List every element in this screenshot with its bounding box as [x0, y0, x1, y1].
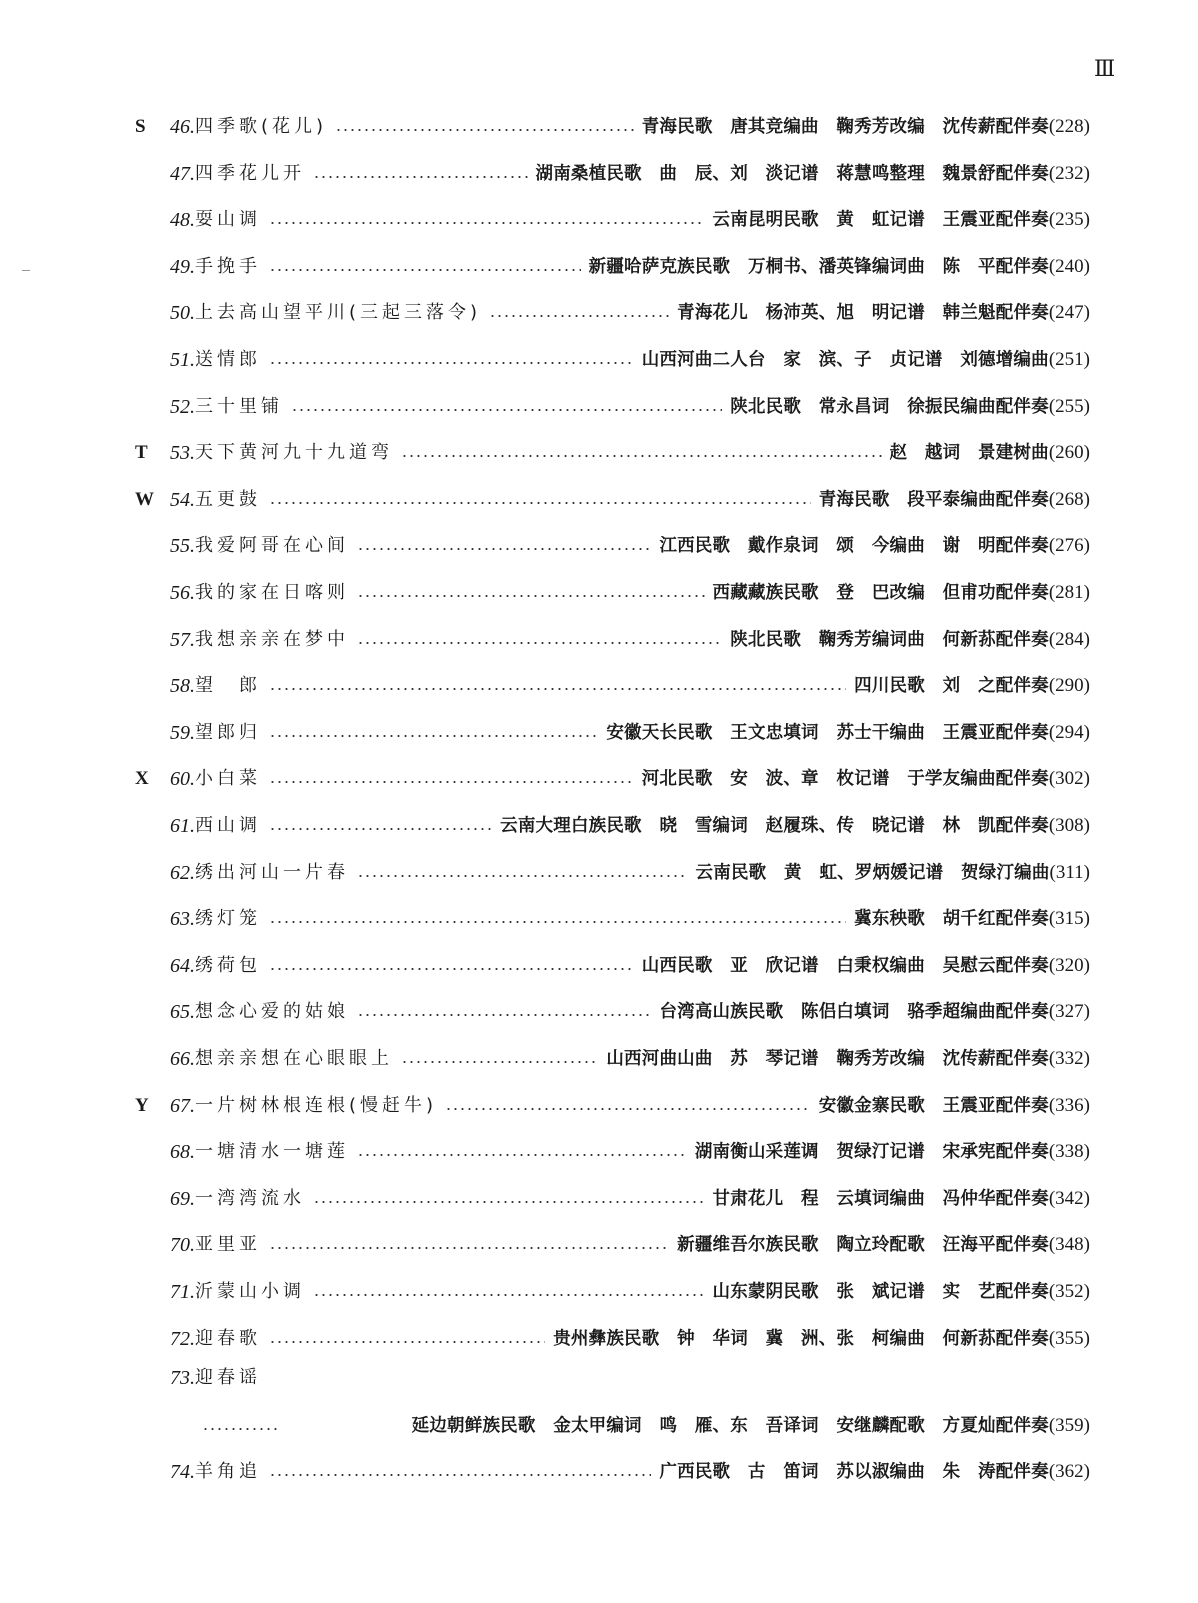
toc-entry-73[interactable]	[170, 1363, 1090, 1393]
toc-entry[interactable]	[170, 1324, 1090, 1354]
entry-page: (228)	[1048, 116, 1090, 137]
entry-credits: 云南昆明民歌 黄 虹记谱 王震亚配伴奏	[712, 210, 1049, 230]
entry-page: (247)	[1048, 302, 1090, 323]
entry-credits: 山西河曲二人台 家 滨、子 贞记谱 刘德增编曲	[641, 350, 1049, 370]
toc-entry[interactable]	[170, 159, 1090, 189]
dot-leader	[357, 1013, 651, 1017]
dot-leader	[313, 175, 528, 179]
entry-page: (302)	[1048, 768, 1090, 789]
entry-credits: 甘肃花儿 程 云填词编曲 冯仲华配伴奏	[712, 1189, 1049, 1209]
entry-page: (320)	[1048, 955, 1090, 976]
entry-title: 一塘清水一塘莲	[195, 1141, 349, 1162]
dot-leader	[401, 454, 882, 458]
entry-title: 想念心爱的姑娘	[195, 1001, 349, 1022]
toc-entry[interactable]	[170, 1277, 1090, 1307]
entry-credits: 青海民歌 段平泰编曲配伴奏	[818, 490, 1049, 510]
index-letter: S	[135, 116, 146, 137]
entry-number: 53.	[170, 442, 195, 464]
entry-title: 上去高山望平川(三起三落令)	[195, 302, 482, 323]
entry-credits: 云南大理白族民歌 晓 雪编词 赵履珠、传 晓记谱 林 凯配伴奏	[500, 816, 1049, 836]
dot-leader	[313, 1293, 705, 1297]
entry-title: 我的家在日喀则	[195, 582, 349, 603]
entry-title: 羊角追	[195, 1461, 261, 1482]
entry-page: (332)	[1048, 1048, 1090, 1069]
toc-entry[interactable]	[135, 112, 1090, 142]
index-letter: W	[135, 489, 154, 510]
entry-page: (348)	[1048, 1234, 1090, 1255]
entry-page: (359)	[1048, 1415, 1090, 1436]
entry-number: 63.	[170, 908, 195, 930]
toc-entry-73-credits	[170, 1411, 1090, 1441]
entry-number: 68.	[170, 1141, 195, 1163]
entry-number: 65.	[170, 1001, 195, 1023]
entry-credits: 陕北民歌 常永昌词 徐振民编曲配伴奏	[730, 397, 1049, 417]
entry-title: 三十里铺	[195, 396, 283, 417]
toc-entry[interactable]	[170, 1137, 1090, 1167]
entry-title: 沂蒙山小调	[195, 1281, 305, 1302]
dot-leader	[357, 594, 705, 598]
toc-entry[interactable]	[170, 531, 1090, 561]
entry-page: (311)	[1049, 862, 1090, 883]
entry-title: 望 郎	[195, 675, 261, 696]
entry-credits: 安徽金寨民歌 王震亚配伴奏	[818, 1096, 1049, 1116]
entry-page: (232)	[1048, 163, 1090, 184]
entry-page: (281)	[1048, 582, 1090, 603]
toc-entry[interactable]	[170, 252, 1090, 282]
entry-number: 72.	[170, 1328, 195, 1350]
entry-number: 67.	[170, 1095, 195, 1117]
dot-leader	[357, 1153, 687, 1157]
entry-credits: 贵州彝族民歌 钟 华词 冀 洲、张 柯编曲 何新荪配伴奏	[553, 1329, 1049, 1349]
entry-page: (308)	[1048, 815, 1090, 836]
entry-title: 迎春谣	[195, 1367, 261, 1388]
toc-entry-74[interactable]	[170, 1457, 1090, 1487]
entry-number: 70.	[170, 1234, 195, 1256]
entry-page: (290)	[1048, 675, 1090, 696]
entry-credits: 安徽天长民歌 王文忠填词 苏士干编曲 王震亚配伴奏	[606, 723, 1049, 743]
entry-page: (255)	[1048, 396, 1090, 417]
entry-title: 绣灯笼	[195, 908, 261, 929]
entry-number: 50.	[170, 302, 195, 324]
dot-leader	[313, 1200, 705, 1204]
toc-entry[interactable]	[135, 438, 1090, 468]
dot-leader	[269, 920, 846, 924]
dot-leader	[269, 501, 811, 505]
dot-leader	[357, 547, 651, 551]
toc-entry[interactable]	[170, 904, 1090, 934]
toc-entry[interactable]	[170, 205, 1090, 235]
entry-credits: 新疆哈萨克族民歌 万桐书、潘英锋编词曲 陈 平配伴奏	[588, 257, 1049, 277]
entry-number: 74.	[170, 1461, 195, 1483]
index-letter: Y	[135, 1095, 149, 1116]
entry-title: 小白菜	[195, 768, 261, 789]
entry-title: 绣出河山一片春	[195, 862, 349, 883]
entry-credits: 江西民歌 戴作泉词 颂 今编曲 谢 明配伴奏	[659, 536, 1049, 556]
toc-entry[interactable]	[170, 671, 1090, 701]
dot-leader	[357, 874, 688, 878]
entry-credits: 赵 越词 景建树曲	[889, 443, 1049, 463]
entry-number: 46.	[170, 116, 195, 138]
toc-entry[interactable]	[170, 997, 1090, 1027]
toc-entry[interactable]	[135, 485, 1090, 515]
entry-number: 62.	[170, 862, 195, 884]
dot-leader	[269, 967, 634, 971]
toc-entry[interactable]	[170, 811, 1090, 841]
toc-entry[interactable]	[170, 1230, 1090, 1260]
entry-number: 64.	[170, 955, 195, 977]
index-letter: T	[135, 442, 148, 463]
entry-page: (336)	[1048, 1095, 1090, 1116]
entry-page: (315)	[1048, 908, 1090, 929]
entry-title: 我爱阿哥在心间	[195, 535, 349, 556]
dot-leader	[489, 314, 669, 318]
dot-leader	[269, 221, 705, 225]
entry-page: (240)	[1048, 256, 1090, 277]
entry-page: (362)	[1048, 1461, 1090, 1482]
dot-leader	[357, 641, 722, 645]
entry-number: 66.	[170, 1048, 195, 1070]
entry-credits: 广西民歌 古 笛词 苏以淑编曲 朱 涛配伴奏	[659, 1462, 1049, 1482]
entry-credits: 延边朝鲜族民歌 金太甲编词 鸣 雁、东 吾译词 安继麟配歌 方夏灿配伴奏	[411, 1416, 1049, 1436]
dot-leader	[445, 1107, 811, 1111]
entry-page: (276)	[1048, 535, 1090, 556]
margin-mark	[22, 270, 30, 271]
entry-title: 西山调	[195, 815, 261, 836]
entry-number: 61.	[170, 815, 195, 837]
entry-title: 望郎归	[195, 722, 261, 743]
toc-entry[interactable]	[135, 764, 1090, 794]
entry-number: 59.	[170, 722, 195, 744]
entry-page: (342)	[1048, 1188, 1090, 1209]
entry-page: (355)	[1048, 1328, 1090, 1349]
entry-title: 一湾湾流水	[195, 1188, 305, 1209]
entry-page: (327)	[1048, 1001, 1090, 1022]
entry-credits: 山西河曲山曲 苏 琴记谱 鞠秀芳改编 沈传薪配伴奏	[606, 1049, 1049, 1069]
toc-entry[interactable]	[170, 298, 1090, 328]
dot-leader	[269, 268, 581, 272]
dot-leader	[202, 1427, 280, 1431]
dot-leader	[269, 1246, 669, 1250]
dot-leader	[269, 734, 598, 738]
entry-credits: 西藏藏族民歌 登 巴改编 但甫功配伴奏	[712, 583, 1049, 603]
toc-entry[interactable]	[135, 1091, 1090, 1121]
toc-entry[interactable]	[170, 578, 1090, 608]
dot-leader	[401, 1060, 598, 1064]
dot-leader	[335, 128, 634, 132]
entry-title: 手挽手	[195, 256, 261, 277]
toc-entry[interactable]	[170, 858, 1090, 888]
entry-title: 绣荷包	[195, 955, 261, 976]
entry-number: 69.	[170, 1188, 195, 1210]
dot-leader	[269, 1340, 545, 1344]
dot-leader	[269, 361, 634, 365]
entry-title: 四季歌(花儿)	[195, 116, 328, 137]
entry-credits: 四川民歌 刘 之配伴奏	[854, 676, 1049, 696]
entry-credits: 湖南衡山采莲调 贺绿汀记谱 宋承宪配伴奏	[694, 1142, 1049, 1162]
entry-page: (284)	[1048, 629, 1090, 650]
entry-number: 55.	[170, 535, 195, 557]
entry-title: 天下黄河九十九道弯	[195, 442, 393, 463]
dot-leader	[269, 780, 634, 784]
entry-page: (294)	[1048, 722, 1090, 743]
entry-credits: 新疆维吾尔族民歌 陶立玲配歌 汪海平配伴奏	[677, 1235, 1049, 1255]
entry-number: 52.	[170, 396, 195, 418]
entry-title: 想亲亲想在心眼眼上	[195, 1048, 393, 1069]
entry-title: 四季花儿开	[195, 163, 305, 184]
toc-entry[interactable]	[170, 1184, 1090, 1214]
entry-number: 60.	[170, 768, 195, 790]
dot-leader	[269, 827, 492, 831]
entry-title: 迎春歌	[195, 1328, 261, 1349]
page-number: Ⅲ	[1094, 56, 1115, 81]
entry-credits: 山西民歌 亚 欣记谱 白秉权编曲 吴慰云配伴奏	[641, 956, 1049, 976]
entry-title: 五更鼓	[195, 489, 261, 510]
toc-entry[interactable]	[170, 625, 1090, 655]
entry-credits: 云南民歌 黄 虹、罗炳媛记谱 贺绿汀编曲	[695, 863, 1050, 883]
entry-credits: 山东蒙阴民歌 张 斌记谱 实 艺配伴奏	[712, 1282, 1049, 1302]
entry-title: 亚里亚	[195, 1234, 261, 1255]
entry-credits: 湖南桑植民歌 曲 辰、刘 淡记谱 蒋慧鸣整理 魏景舒配伴奏	[535, 164, 1049, 184]
entry-number: 73.	[170, 1367, 195, 1389]
toc-entry[interactable]	[170, 718, 1090, 748]
entry-page: (251)	[1048, 349, 1090, 370]
index-letter: X	[135, 768, 149, 789]
entry-credits: 冀东秧歌 胡千红配伴奏	[854, 909, 1049, 929]
entry-page: (260)	[1048, 442, 1090, 463]
entry-number: 54.	[170, 489, 195, 511]
entry-page: (235)	[1048, 209, 1090, 230]
entry-credits: 青海花儿 杨沛英、旭 明记谱 韩兰魁配伴奏	[677, 303, 1049, 323]
entry-credits: 河北民歌 安 波、章 枚记谱 于学友编曲配伴奏	[641, 769, 1049, 789]
entry-page: (352)	[1048, 1281, 1090, 1302]
entry-page: (338)	[1048, 1141, 1090, 1162]
entry-number: 56.	[170, 582, 195, 604]
entry-number: 48.	[170, 209, 195, 231]
entry-page: (268)	[1048, 489, 1090, 510]
entry-number: 71.	[170, 1281, 195, 1303]
entry-title: 耍山调	[195, 209, 261, 230]
entry-title: 我想亲亲在梦中	[195, 629, 349, 650]
entry-credits: 陕北民歌 鞠秀芳编词曲 何新荪配伴奏	[730, 630, 1049, 650]
entry-number: 57.	[170, 629, 195, 651]
entry-title: 一片树林根连根(慢赶牛)	[195, 1095, 438, 1116]
entry-number: 51.	[170, 349, 195, 371]
entry-title: 送情郎	[195, 349, 261, 370]
dot-leader	[269, 687, 846, 691]
entry-credits: 青海民歌 唐其竞编曲 鞠秀芳改编 沈传薪配伴奏	[641, 117, 1049, 137]
toc-entry[interactable]	[170, 392, 1090, 422]
entry-number: 49.	[170, 256, 195, 278]
entry-number: 47.	[170, 163, 195, 185]
dot-leader	[269, 1473, 651, 1477]
toc-entry[interactable]	[170, 345, 1090, 375]
toc-entry[interactable]	[170, 1044, 1090, 1074]
entry-number: 58.	[170, 675, 195, 697]
dot-leader	[291, 408, 722, 412]
toc-entry[interactable]	[170, 951, 1090, 981]
entry-credits: 台湾高山族民歌 陈侣白填词 骆季超编曲配伴奏	[659, 1002, 1049, 1022]
